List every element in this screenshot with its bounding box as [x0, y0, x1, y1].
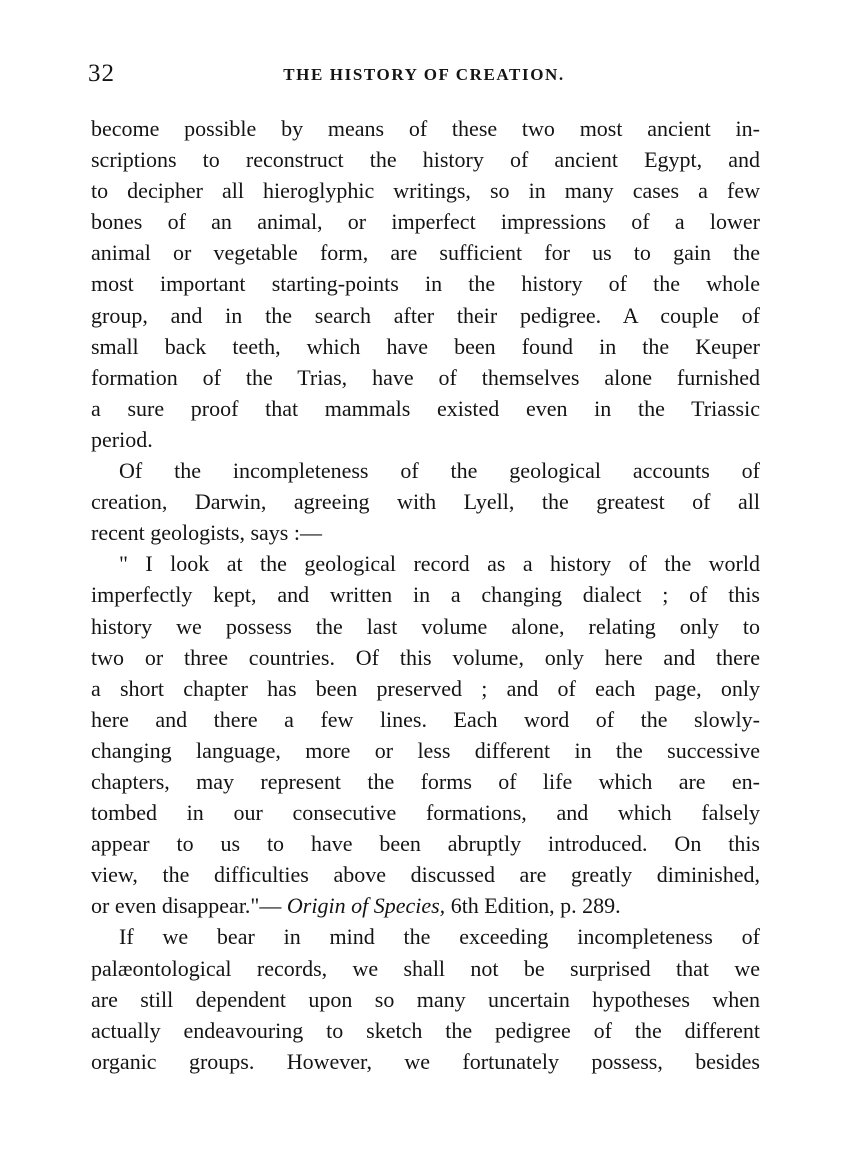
text-line: most important starting-points in the history of the whole [91, 271, 760, 297]
text-line: become possible by means of these two most ancient in- [91, 116, 760, 141]
running-head [88, 60, 760, 92]
quote-line: chapters, may represent the forms of life which are en- [91, 768, 760, 794]
quote-line: history we possess the last volume alone, relating only to [91, 613, 760, 639]
text-line: period. [91, 426, 153, 452]
quote-line: imperfectly kept, and written in a changing dialect ; of this [91, 582, 760, 608]
quote-line: two or three countries. Of this volume, only here and there [91, 644, 760, 670]
text-line: recent geologists, says :— [91, 520, 322, 546]
quote-line: here and there a few lines. Each word of the slowly- [91, 706, 760, 732]
body-text [91, 113, 760, 1077]
text-line: organic groups. However, we fortunately possess, besides [91, 1048, 760, 1074]
text-line: group, and in the search after their pedigree. A couple of [91, 302, 760, 328]
citation-line [91, 890, 760, 921]
text-line: formation of the Trias, have of themselves alone furnished [91, 364, 760, 390]
quote-line: a short chapter has been preserved ; and of each page, only [91, 675, 760, 701]
text-line: scriptions to reconstruct the history of ancient Egypt, and [91, 147, 760, 173]
text-line: Of the incompleteness of the geological accounts of [119, 458, 760, 484]
quote-line: " I look at the geological record as a history of the world [119, 551, 760, 577]
text-line: are still dependent upon so many uncertain hypotheses when [91, 986, 760, 1012]
text-line: If we bear in mind the exceeding incompleteness of [119, 924, 760, 950]
quote-line: changing language, more or less different in the successive [91, 737, 760, 763]
running-title: THE HISTORY OF CREATION. [283, 65, 565, 84]
text-line: actually endeavouring to sketch the pedigree of the different [91, 1017, 760, 1043]
text-line: a sure proof that mammals existed even in the Triassic [91, 395, 760, 421]
quote-line: tombed in our consecutive formations, and which falsely [91, 800, 760, 826]
text-line: animal or vegetable form, are sufficient for us to gain the [91, 240, 760, 266]
quote-line: view, the difficulties above discussed are greatly diminished, [91, 862, 760, 888]
text-line: palæontological records, we shall not be surprised that we [91, 955, 760, 981]
text-line: bones of an animal, or imperfect impressions of a lower [91, 209, 760, 235]
text-line: creation, Darwin, agreeing with Lyell, the greatest of all [91, 489, 760, 515]
citation-suffix: 6th Edition, p. 289. [445, 893, 621, 919]
page-number: 32 [88, 60, 115, 87]
text-line: to decipher all hieroglyphic writings, so in many cases a few [91, 178, 760, 204]
quote-line: appear to us to have been abruptly introduced. On this [91, 831, 760, 857]
citation-title: Origin of Species, [286, 893, 446, 919]
citation-prefix: or even disappear."— [91, 893, 282, 919]
text-line: small back teeth, which have been found in the Keuper [91, 333, 760, 359]
